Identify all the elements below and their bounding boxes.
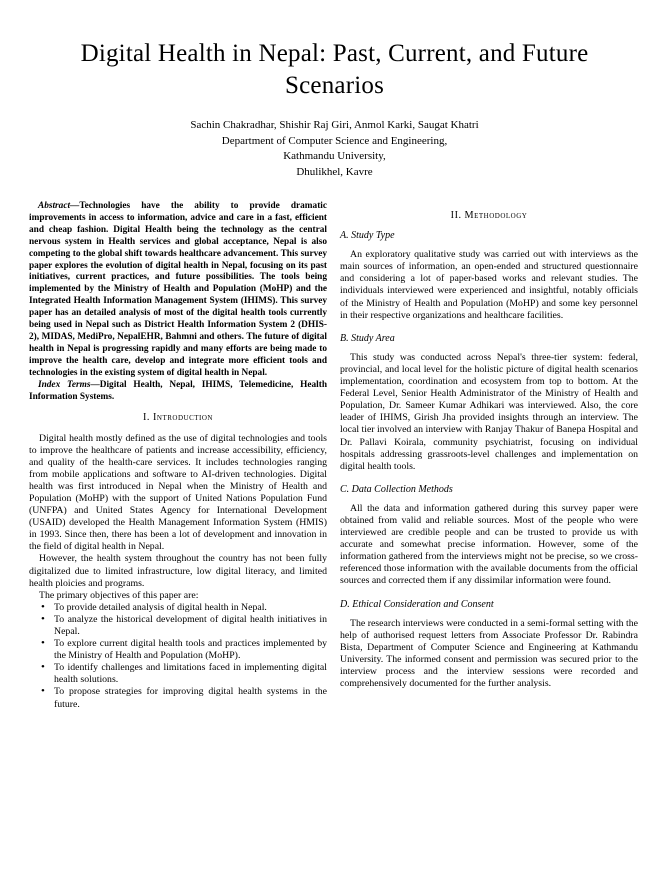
left-column [29, 201, 327, 711]
paper-title: Digital Health in Nepal: Past, Current, and Future Scenarios [80, 40, 589, 99]
list-item [41, 662, 327, 686]
right-column [340, 201, 638, 711]
affiliation-location: Dhulikhel, Kavre [296, 165, 373, 178]
subsection-heading-study-area: B. Study Area [340, 332, 395, 344]
two-column-body [29, 201, 640, 711]
subsection-heading-ethical-consideration: D. Ethical Consideration and Consent [340, 598, 494, 610]
section-heading-methodology: II. Methodology [450, 210, 528, 221]
study-type-paragraph: An exploratory qualitative study was carried out with interviews as the main sources of information, an open-ended and structured questionnaire and considering a lot of paper-based works and relevant studies. The individuals interviewed were experienced and insightful, notably officials of the Ministry of Health and Population (MoHP) and some key personnel in their respective organizations and healthcare facilities. [340, 249, 638, 321]
bullet-icon: • [41, 612, 45, 625]
list-item [41, 638, 327, 662]
index-terms-paragraph [29, 380, 327, 404]
objective-text: To provide detailed analysis of digital health in Nepal. [54, 601, 267, 613]
introduction-paragraph-3: The primary objectives of this paper are: [39, 589, 199, 601]
study-area-paragraph: This study was conducted across Nepal's three-tier system: federal, provincial, and local level for the holistic picture of digital health scenarios implementation, coordination and ecosystem from top to bottom. At the Federal Level, Senior Health Administrator of the Ministry of Health and Population, Dr. Sameer Kumar Adhikari was interviewed. Also, the core leader of IHIMS, Girish Jha provided insights through an interview. The local tier involved an interview with Ranjay Thakur of Banepa Hospital and Dr. Pallavi Koirala, community psychiatrist, focusing on individual hospitals addressing grassroots-level challenges and implementation on digital health tools. [340, 351, 638, 472]
introduction-paragraph-1: Digital health mostly defined as the use of digital technologies and tools to improve the healthcare of patients and increase accessibility, efficiency, and quality of the health-care services. It includes technologies ranging from mobile applications and software to AI-driven technologies. Digital health was first introduced in Nepal when the Ministry of Health and Population (MoHP) with the support of United Nations Population Fund (UNFPA) and United States Agency for International Development (USAID) developed the Health Management Information System (HMIS) in 1993. Since then, there has been a lot of development and innovation in the field of digital health in Nepal. [29, 432, 327, 553]
affiliation-department: Department of Computer Science and Engineering, [221, 134, 448, 147]
ethical-consideration-paragraph: The research interviews were conducted in a semi-formal setting with the help of authorised request letters from Associate Professor Dr. Rabindra Bista, Department of Computer Science and Engineering at Kathmandu University. The informed consent and permission was secured prior to the interview process and the interview sessions were recorded and comprehensively documented for the further analysis. [340, 617, 638, 690]
objective-text: To propose strategies for improving digital health systems in the future. [54, 686, 327, 710]
abstract-paragraph [29, 201, 327, 380]
abstract-label: Abstract— [38, 201, 80, 211]
bullet-icon: • [41, 661, 45, 674]
list-item [41, 614, 327, 638]
objectives-list [29, 602, 327, 711]
abstract-text: Technologies have the ability to provide dramatic improvements in access to information, advice and care in a fast, efficient and cheap fashion. Digital Health being the technology as the central nervous system in Health services and global acceptance, Nepal is also competing to the global shift towards healthcare advancement. This survey paper explores the evolution of digital health in Nepal, focusing on its past initiatives, current practices, and future possibilities. The tools being implemented by the Ministry of Health and Population (MoHP) and the Integrated Health Information Management System (IHIMS). This survey paper has an detailed analysis of most of the digital health tools currently being used in Nepal such as District Health Information System 2 (DHIS-2), MIDAS, MediPro, NepalEHR, Bahmni and others. The future of digital health in Nepal is progressing rapidly and many efforts are being made to improve the health care, develop and integrate more efficient tools and technologies in the existing system of digital health in Nepal. [29, 201, 327, 378]
section-heading-introduction: I. Introduction [143, 412, 213, 424]
bullet-icon: • [41, 600, 45, 613]
author-block [29, 118, 640, 180]
index-terms-label: Index Terms— [38, 379, 100, 390]
objective-text: To identify challenges and limitations faced in implementing digital health solutions. [54, 662, 327, 686]
subsection-heading-data-collection: C. Data Collection Methods [340, 483, 453, 495]
introduction-paragraph-2: However, the health system throughout the country has not been fully digitalized due to limited infrastructure, low digital literacy, and limited health ploicies and programs. [29, 553, 327, 589]
data-collection-paragraph: All the data and information gathered during this survey paper were obtained from valid and reliable sources. Most of the people who were interviewed are credible people and can be trusted to provide us with accurate and somewhat precise information. However, some of the information gathered from the interviews might not be precise, so we cross-referenced those information with the available documents from the official sources and corrected them if any dissimilar information were found. [340, 502, 638, 587]
authors-line: Sachin Chakradhar, Shishir Raj Giri, Anmol Karki, Saugat Khatri [190, 119, 479, 131]
bullet-icon: • [41, 637, 45, 650]
bullet-icon: • [41, 685, 45, 698]
objective-text: To analyze the historical development of digital health initiatives in Nepal. [54, 613, 327, 637]
list-item [41, 686, 327, 710]
index-terms-text: Digital Health, Nepal, IHIMS, Telemedicine, Health Information Systems. [29, 379, 327, 402]
affiliation-university: Kathmandu University, [283, 150, 386, 162]
objective-text: To explore current digital health tools and practices implemented by the Ministry of Health and Population (MoHP). [54, 638, 327, 662]
subsection-heading-study-type: A. Study Type [340, 230, 395, 242]
list-item [41, 602, 327, 614]
